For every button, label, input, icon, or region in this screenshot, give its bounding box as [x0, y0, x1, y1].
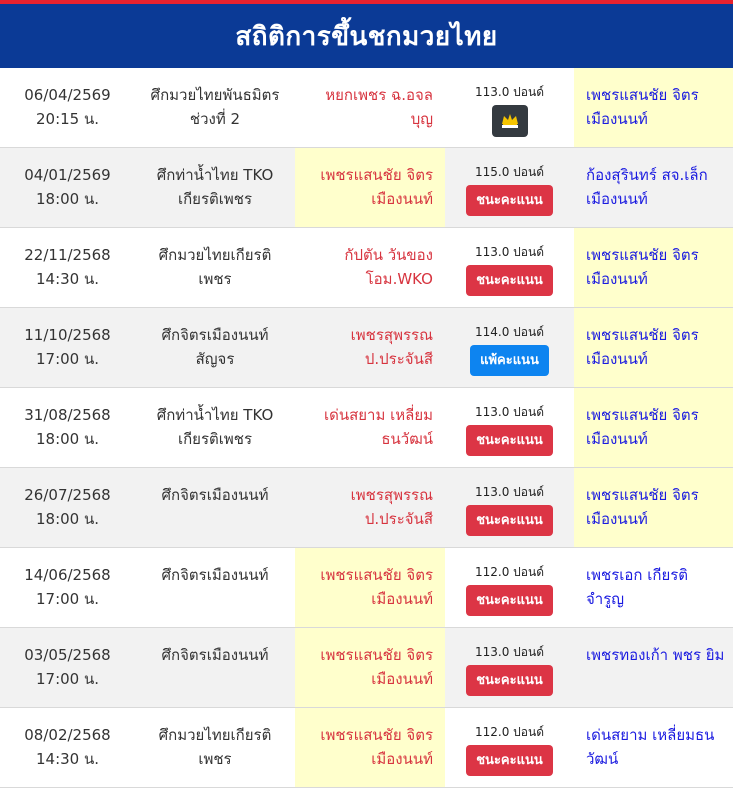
event-name: ศึกมวยไทยเกียรติ เพชร [158, 246, 272, 288]
result-badge: ชนะคะแนน [466, 425, 553, 456]
blue-corner-fighter[interactable]: เพชรแสนชัย จิตร เมืองนนท์ [574, 228, 733, 307]
red-corner-fighter[interactable]: เพชรสุพรรณ ป.ประจันสี [350, 486, 433, 528]
result-cell [445, 468, 574, 547]
result-badge: แพ้คะแนน [470, 345, 549, 376]
blue-corner-fighter[interactable]: เพชรแสนชัย จิตร เมืองนนท์ [574, 308, 733, 387]
event-name: ศึกจิตรเมืองนนท์ [161, 566, 269, 584]
blue-corner-fighter[interactable]: เพชรแสนชัย จิตร เมืองนนท์ [574, 388, 733, 467]
result-badge: ชนะคะแนน [466, 665, 553, 696]
fight-time: 18:00 น. [35, 510, 100, 528]
red-corner-fighter[interactable]: เพชรแสนชัย จิตร เมืองนนท์ [295, 148, 445, 227]
table-row [0, 388, 733, 468]
event-name: ศึกท่าน้ำไทย TKO เกียรติเพชร [156, 166, 274, 208]
table-row [0, 308, 733, 388]
event-name: ศึกจิตรเมืองนนท์ [161, 486, 269, 504]
weight-label: 114.0 ปอนด์ [475, 325, 544, 339]
fight-time: 18:00 น. [35, 190, 100, 208]
result-badge: ชนะคะแนน [466, 505, 553, 536]
fight-time: 14:30 น. [35, 750, 100, 768]
fight-date-cell [0, 308, 135, 387]
red-corner-fighter[interactable]: หยกเพชร ฉ.อจล บุญ [325, 86, 433, 128]
result-cell [445, 628, 574, 707]
fight-date-cell [0, 228, 135, 307]
fight-time: 17:00 น. [35, 670, 100, 688]
weight-label: 112.0 ปอนด์ [475, 565, 544, 579]
weight-label: 115.0 ปอนด์ [475, 165, 544, 179]
weight-label: 113.0 ปอนด์ [475, 405, 544, 419]
event-name: ศึกท่าน้ำไทย TKO เกียรติเพชร [156, 406, 274, 448]
page-title: สถิติการขึ้นชกมวยไทย [0, 4, 733, 68]
fight-date: 11/10/2568 [24, 326, 111, 344]
table-row [0, 548, 733, 628]
blue-corner-fighter[interactable]: เพชรเอก เกียรติ จำรูญ [586, 566, 689, 608]
fight-date: 26/07/2568 [24, 486, 111, 504]
event-name: ศึกมวยไทยพันธมิตร ช่วงที่ 2 [150, 86, 280, 128]
fight-date: 08/02/2568 [24, 726, 111, 744]
event-name: ศึกมวยไทยเกียรติ เพชร [158, 726, 272, 768]
weight-label: 113.0 ปอนด์ [475, 485, 544, 499]
table-row [0, 228, 733, 308]
fight-date: 03/05/2568 [24, 646, 111, 664]
weight-label: 112.0 ปอนด์ [475, 725, 544, 739]
fight-date-cell [0, 148, 135, 227]
result-badge: ชนะคะแนน [466, 745, 553, 776]
result-cell [445, 388, 574, 467]
fight-time: 17:00 น. [35, 350, 100, 368]
result-badge: ชนะคะแนน [466, 185, 553, 216]
table-row [0, 468, 733, 548]
weight-label: 113.0 ปอนด์ [475, 645, 544, 659]
red-corner-fighter[interactable]: เพชรแสนชัย จิตร เมืองนนท์ [295, 708, 445, 787]
event-name: ศึกจิตรเมืองนนท์ สัญจร [161, 326, 269, 368]
result-cell [445, 708, 574, 787]
event-name: ศึกจิตรเมืองนนท์ [161, 646, 269, 664]
fight-time: 17:00 น. [35, 590, 100, 608]
fight-date: 31/08/2568 [24, 406, 111, 424]
fight-rows [0, 68, 733, 788]
result-cell [445, 148, 574, 227]
result-cell [445, 308, 574, 387]
table-row [0, 708, 733, 788]
fight-date-cell [0, 628, 135, 707]
table-row [0, 148, 733, 228]
result-badge: ชนะคะแนน [466, 265, 553, 296]
weight-label: 113.0 ปอนด์ [475, 85, 544, 99]
result-cell [445, 68, 574, 147]
weight-label: 113.0 ปอนด์ [475, 245, 544, 259]
red-corner-fighter[interactable]: เพชรแสนชัย จิตร เมืองนนท์ [295, 548, 445, 627]
blue-corner-fighter[interactable]: เด่นสยาม เหลี่ยมธน วัฒน์ [586, 726, 715, 768]
result-cell [445, 548, 574, 627]
red-corner-fighter[interactable]: กัปตัน วันของ โอม.WKO [344, 246, 433, 288]
blue-corner-fighter[interactable]: เพชรแสนชัย จิตร เมืองนนท์ [574, 68, 733, 147]
fight-date-cell [0, 68, 135, 147]
blue-corner-fighter[interactable]: ก้องสุรินทร์ สจ.เล็ก เมืองนนท์ [586, 166, 708, 208]
result-cell [445, 228, 574, 307]
fight-date-cell [0, 388, 135, 467]
blue-corner-fighter[interactable]: เพชรแสนชัย จิตร เมืองนนท์ [574, 468, 733, 547]
blue-corner-fighter[interactable]: เพชรทองเก้า พชร ยิม [586, 646, 725, 664]
fight-date: 04/01/2569 [24, 166, 111, 184]
fight-date-cell [0, 468, 135, 547]
table-row [0, 68, 733, 148]
fight-time: 18:00 น. [35, 430, 100, 448]
fight-time: 14:30 น. [35, 270, 100, 288]
fight-date: 06/04/2569 [24, 86, 111, 104]
red-corner-fighter[interactable]: เพชรแสนชัย จิตร เมืองนนท์ [295, 628, 445, 707]
crown-icon [492, 105, 528, 137]
fight-date-cell [0, 708, 135, 787]
result-badge: ชนะคะแนน [466, 585, 553, 616]
fight-date-cell [0, 548, 135, 627]
red-corner-fighter[interactable]: เด่นสยาม เหลี่ยม ธนวัฒน์ [323, 406, 433, 448]
fight-time: 20:15 น. [35, 110, 100, 128]
fight-date: 14/06/2568 [24, 566, 111, 584]
fight-date: 22/11/2568 [24, 246, 111, 264]
red-corner-fighter[interactable]: เพชรสุพรรณ ป.ประจันสี [350, 326, 433, 368]
table-row [0, 628, 733, 708]
